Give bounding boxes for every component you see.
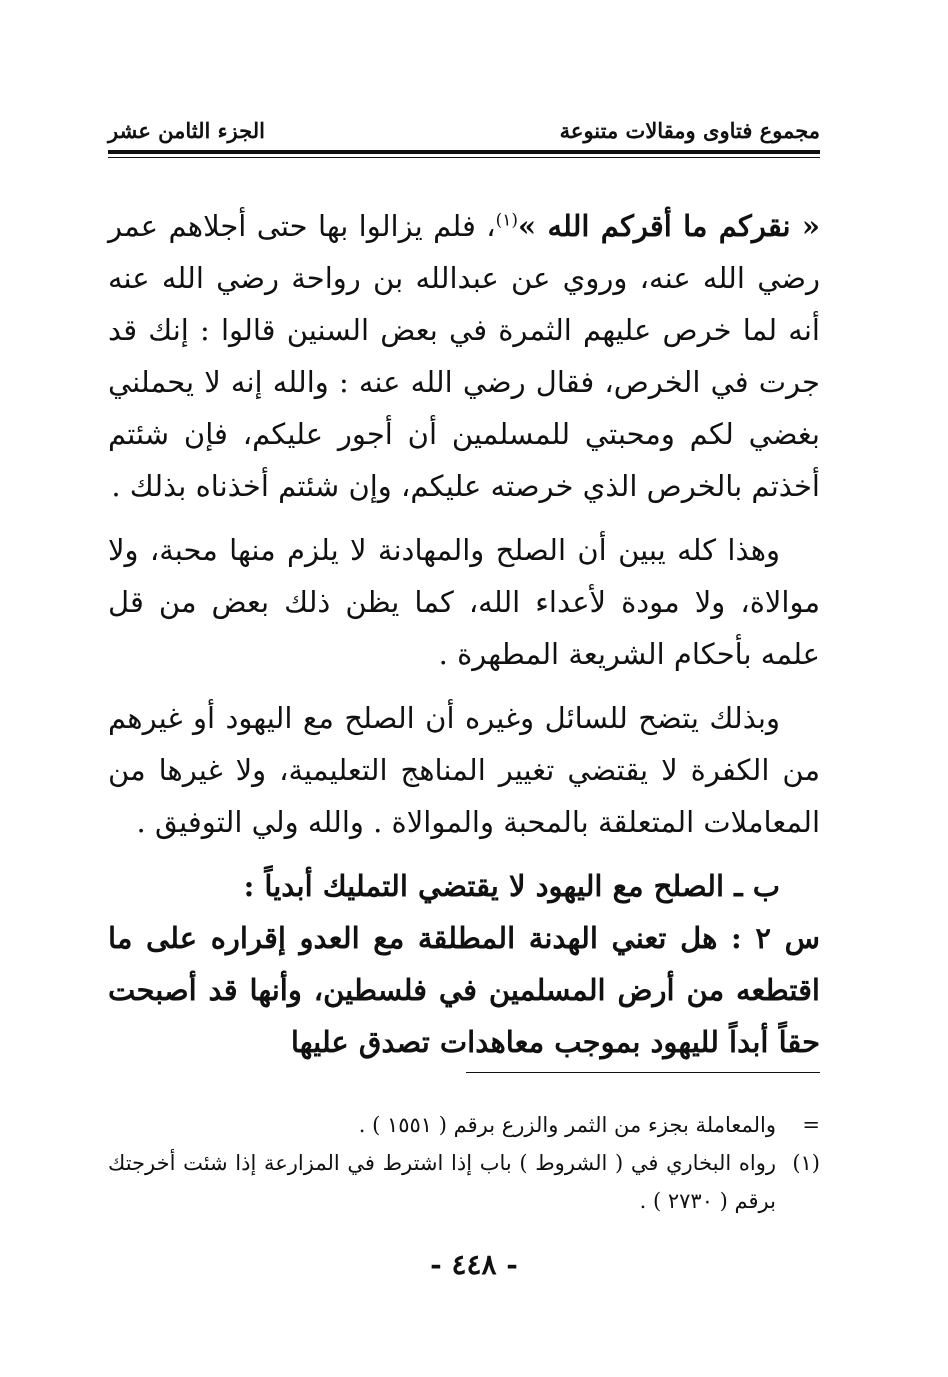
footnote-continuation — [108, 1106, 820, 1144]
footnote-text: رواه البخاري في ( الشروط ) باب إذا اشترط في المزارعة إذا شئت أخرجتك برقم ( ٢٧٣٠ ) . — [108, 1151, 776, 1213]
main-text — [108, 200, 820, 1068]
volume-label: الجزء الثامن عشر — [108, 118, 265, 143]
hadith-quote: « نقركم ما أقركم الله » — [518, 209, 820, 243]
paragraph-3: وبذلك يتضح للسائل وغيره أن الصلح مع اليهود أو غيرهم من الكفرة لا يقتضي تغيير المناهج التعليمية، ولا غيرها من المعاملات المتعلقة بالمحبة والموالاة . والله ولي التوفيق . — [108, 701, 820, 839]
footnote-1 — [108, 1144, 820, 1220]
book-title: مجموع فتاوى ومقالات متنوعة — [559, 118, 820, 143]
footnote-text: والمعاملة بجزء من الثمر والزرع برقم ( ١٥٥١ ) . — [358, 1113, 776, 1137]
footnote-mark: = — [802, 1113, 820, 1137]
footnotes — [108, 1106, 820, 1220]
footnote-reference: (١) — [495, 210, 519, 231]
question-text: س ٢ : هل تعني الهدنة المطلقة مع العدو إقراره على ما اقتطعه من أرض المسلمين في فلسطين، وأنها قد أصبحت حقاً أبداً لليهود بموجب معاهدات تصدق عليها — [108, 921, 820, 1059]
running-header — [108, 118, 820, 148]
paragraph-1 — [108, 200, 820, 512]
footnote-mark: (١) — [792, 1151, 820, 1175]
paragraph-1-text: ، فلم يزالوا بها حتى أجلاهم عمر رضي الله عنه، وروي عن عبدالله بن رواحة رضي الله عنه أنه لما خرص عليهم الثمرة في بعض السنين قالوا : إنك قد جرت في الخرص، فقال رضي الله عنه : والله إنه لا يحملني بغضي لكم ومحبتي للمسلمين أن أجور عليكم، فإن شئتم أخذتم بالخرص الذي خرصته عليكم، وإن شئتم أخذناه بذلك . — [108, 209, 820, 503]
paragraph-2: وهذا كله يبين أن الصلح والمهادنة لا يلزم منها محبة، ولا موالاة، ولا مودة لأعداء الله، كما يظن ذلك بعض من قل علمه بأحكام الشريعة المطهرة . — [108, 533, 820, 671]
header-rule-thin — [108, 157, 820, 158]
footnote-separator — [466, 1072, 820, 1073]
page-number: - ٤٤٨ - — [430, 1248, 518, 1281]
section-heading: ب ـ الصلح مع اليهود لا يقتضي التمليك أبدياً : — [243, 869, 780, 903]
header-rule-thick — [108, 150, 820, 154]
